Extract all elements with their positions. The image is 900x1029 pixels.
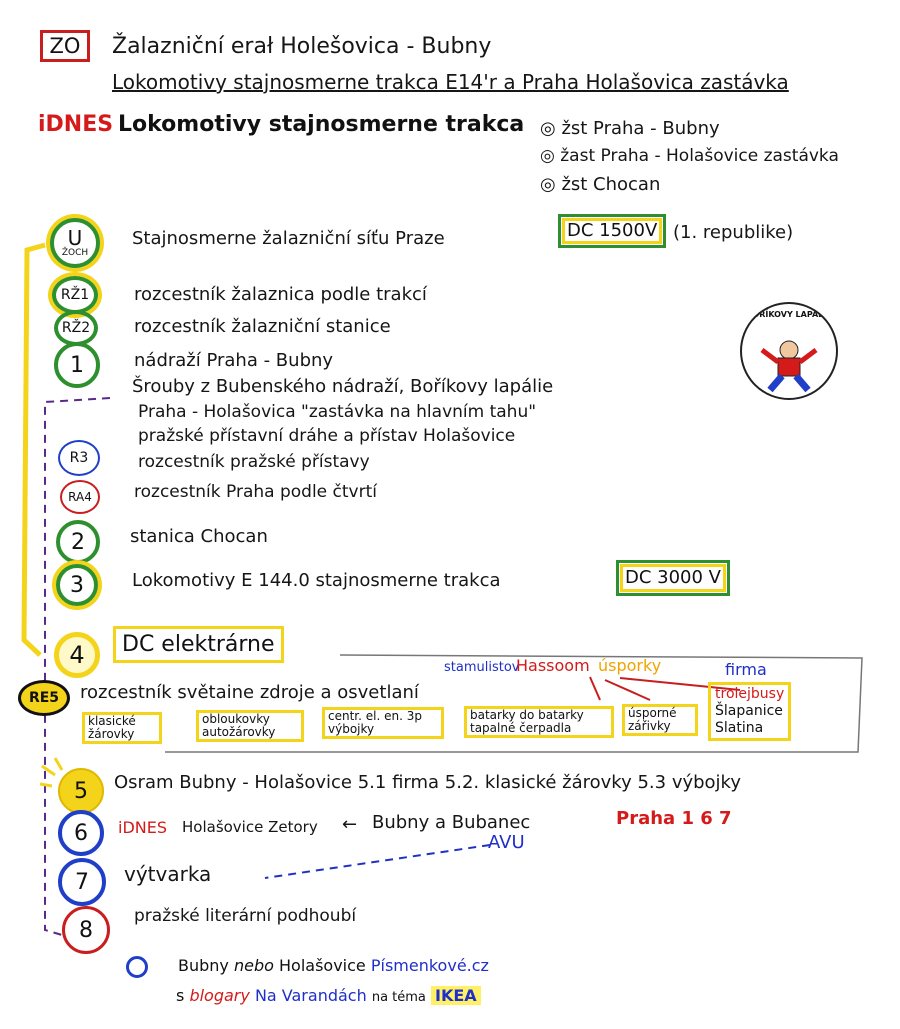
praha-167: Praha 1 6 7 [616,808,732,829]
item-2-text: stanica Chocan [130,526,268,547]
stop-item: ◎ žast Praha - Holašovice zastávka [540,146,839,166]
badge-u: U ŽOCH [50,218,100,268]
re5-sub-item: klasické žárovky [82,712,162,744]
usporky-text: úsporky [598,656,662,675]
badge-rz1: RŽ1 [52,276,98,314]
item-6-arrow: ← [342,814,358,835]
badge-7: 7 [58,858,106,906]
sroub-text: Šrouby z Bubenského nádraží, Boříkovy lapálie [132,376,554,397]
hassoom-text: Hassoom [516,656,590,675]
badge-5: 5 [58,768,104,814]
stamulistov-text: stamulistov [444,660,520,675]
stamp-text: BOŘÍKOVY LAPÁLIE [746,310,832,319]
badge-rz2: RŽ2 [54,310,98,346]
idnes-brand-6: iDNES [118,818,167,837]
stop-item: ◎ žst Chocan [540,174,661,195]
idnes-brand: iDNES [38,112,114,137]
dc-1500v-box: DC 1500V [558,214,666,248]
item-5-text: Osram Bubny - Holašovice 5.1 firma 5.2. klasické žárovky 5.3 výbojky [114,772,741,793]
item-u-after: (1. republike) [673,222,794,243]
dc-3000v-box: DC 3000 V [616,560,730,596]
avu-text: AVU [488,832,525,853]
item-6-text1: Holašovice Zetory [182,818,318,836]
blue-circle-icon [126,956,148,978]
item-3-text: Lokomotivy E 144.0 stajnosmerne trakca [132,570,501,591]
item-r3-text: rozcestník pražské přístavy [138,452,370,472]
slapanice-label: Šlapanice [715,703,783,719]
zo-badge: ZO [40,30,90,62]
item-r4-text: rozcestník Praha podle čtvrtí [134,482,377,502]
borikovy-lapalie-stamp [740,302,838,400]
header-line-1: Žalazniční erał Holešovica - Bubny [112,34,492,59]
item-re5-text: rozcestník světaine zdroje a osvetlaní [80,682,419,703]
badge-8: 8 [62,906,110,954]
re5-sub-item: batarky do batarky tapalné čerpadla [464,706,614,738]
trolejbusy-box [708,682,791,741]
trolejbusy-label: trolejbusy [715,686,785,702]
holesovice-text: Praha - Holašovica "zastávka na hlavním tahu" [138,402,537,422]
item-rz2-text: rozcestník žalazniční stanice [134,316,391,337]
badge-1: 1 [54,342,100,388]
badge-4: 4 [54,632,100,678]
footer-line-2: s blogary Na Varandách na téma IKEA [176,986,481,1005]
item-rz1-text: rozcestník žalaznica podle trakcí [134,284,427,305]
stop-icon: ◎ [540,118,562,139]
slatina-label: Slatina [715,720,764,736]
item-1-text: nádraží Praha - Bubny [134,350,334,371]
badge-r4: RA4 [60,480,100,514]
badge-6: 6 [58,810,104,856]
re5-sub-item: obloukovky autožárovky [196,710,304,742]
item-7-text: výtvarka [124,862,212,886]
badge-r3: R3 [58,440,100,476]
re5-sub-item: centr. el. en. 3p výbojky [322,707,444,739]
pristav-text: pražské přístavní dráhe a přístav Holašovice [138,426,516,446]
item-6-text2: Bubny a Bubanec [372,812,531,833]
item-4-text: DC elektrárne [113,626,284,663]
header-line-2: Lokomotivy stajnosmerne trakca E14'r a Praha Holašovica zastávka [112,70,789,94]
idnes-title: Lokomotivy stajnosmerne trakca [118,112,525,137]
item-8-text: pražské literární podhoubí [134,906,357,926]
badge-re5: RE5 [18,680,70,716]
footer-line-1: Bubny nebo Holašovice Písmenkové.cz [178,956,489,975]
item-u-text: Stajnosmerne žalazniční síťu Praze [132,228,445,249]
stop-item: ◎ žst Praha - Bubny [540,118,720,139]
stop-icon: ◎ [540,146,561,166]
stop-icon: ◎ [540,174,562,195]
badge-3: 3 [56,564,98,606]
badge-2: 2 [56,520,100,564]
re5-sub-item: úsporné zářivky [622,704,698,736]
firma-text: firma [725,660,767,679]
